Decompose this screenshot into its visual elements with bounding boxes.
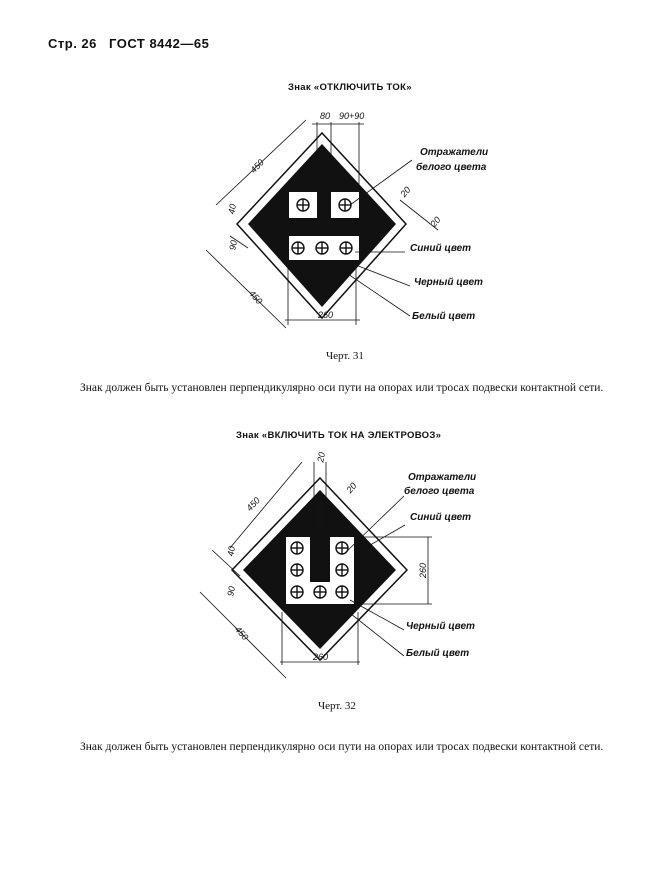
dim-260-right-32: 260 [418, 562, 428, 578]
dim-450-top: 450 [248, 157, 266, 176]
label-reflectors-32-line2: белого цвета [404, 486, 475, 497]
dim-20-b: 20 [428, 214, 443, 229]
dim-80: 80 [320, 111, 331, 121]
label-blue-32: Синий цвет [410, 512, 472, 523]
label-black-32: Черный цвет [406, 621, 475, 632]
paragraph-2: Знак должен быть установлен перпендикулярно оси пути на опорах или тросах подвески контактной сети. [80, 741, 604, 753]
label-black-31: Черный цвет [414, 277, 483, 288]
label-white-32: Белый цвет [406, 648, 470, 659]
label-blue-31: Синий цвет [410, 243, 472, 254]
dim-450-top-32: 450 [244, 495, 262, 514]
dim-40-32: 40 [225, 545, 237, 557]
standard-code: ГОСТ 8442—65 [109, 36, 210, 51]
paragraph-1: Знак должен быть установлен перпендикулярно оси пути на опорах или тросах подвески контактной сети. [80, 382, 604, 394]
dim-260: 260 [318, 310, 334, 320]
dim-260-bottom-32: 260 [313, 652, 329, 662]
dim-90-90: 90+90 [339, 111, 365, 121]
dim-90-left: 90 [227, 239, 239, 251]
page-number: Стр. 26 [48, 36, 97, 51]
dim-20-b-32: 20 [344, 480, 359, 495]
dim-450-bottom-32: 450 [232, 624, 251, 643]
dim-40: 40 [226, 203, 238, 215]
dim-90-left-32: 90 [225, 585, 237, 597]
dim-450-bottom: 450 [246, 288, 265, 307]
dim-20-a: 20 [398, 184, 413, 199]
label-reflectors-31-line2: белого цвета [416, 162, 487, 173]
label-reflectors-31-line1: Отражатели [420, 147, 489, 158]
dim-20-a-32: 20 [315, 451, 327, 463]
label-reflectors-32-line1: Отражатели [408, 472, 477, 483]
figure-32-title: Знак «ВКЛЮЧИТЬ ТОК НА ЭЛЕКТРОВОЗ» [236, 430, 442, 441]
figure-32-caption: Черт. 32 [318, 700, 356, 712]
label-white-31: Белый цвет [412, 311, 476, 322]
sign-32-black-field [243, 490, 396, 649]
figure-31-caption: Черт. 31 [326, 350, 364, 362]
figure-31-title: Знак «ОТКЛЮЧИТЬ ТОК» [288, 82, 412, 93]
